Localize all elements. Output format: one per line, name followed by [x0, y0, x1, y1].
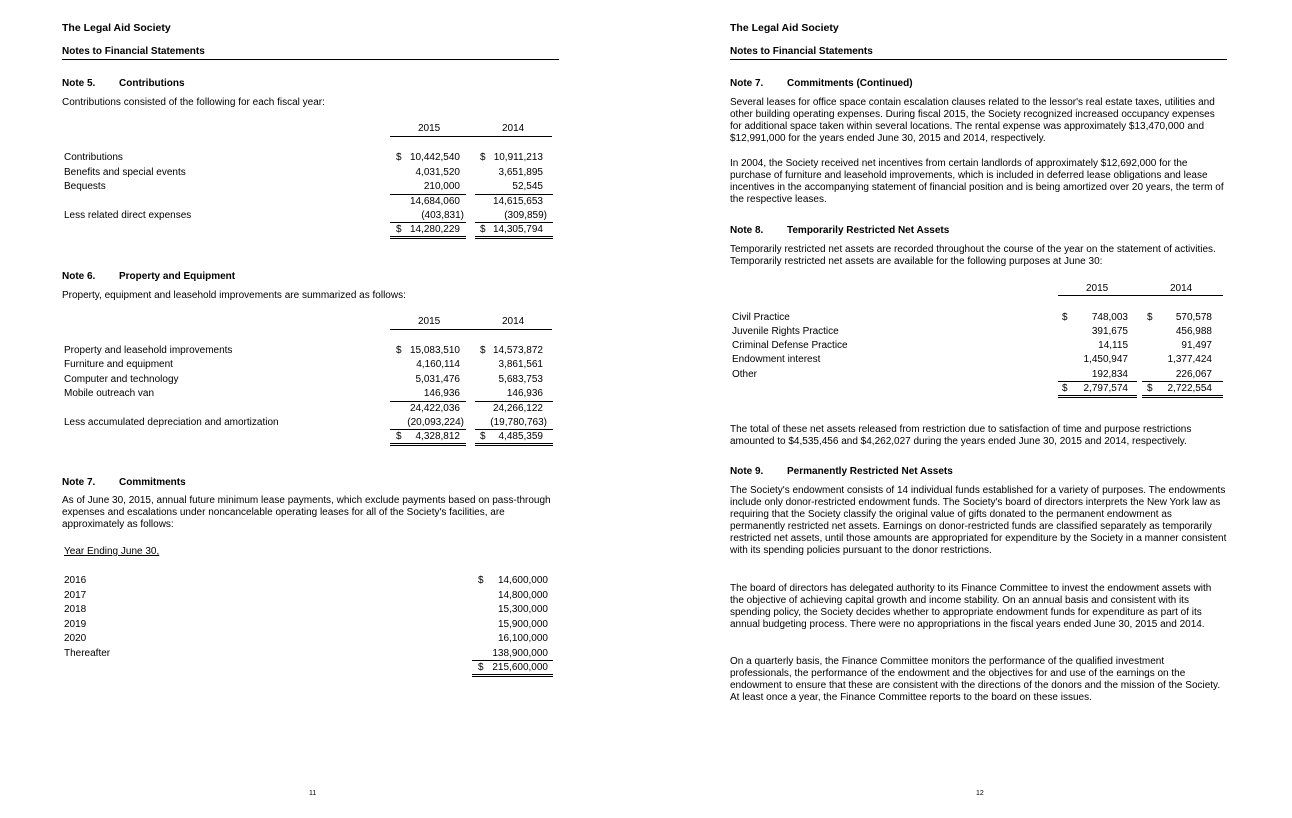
- double-rule: [1142, 395, 1223, 398]
- note8-value: 1,377,424: [1167, 354, 1212, 365]
- note8-row-label: Criminal Defense Practice: [732, 340, 848, 351]
- lease-year: 2018: [64, 604, 87, 615]
- note8-value: 14,115: [1098, 340, 1128, 351]
- page-number: 12: [976, 790, 984, 797]
- note7c-number: Note 7.: [730, 78, 764, 89]
- note8-total: 2,722,554: [1167, 383, 1212, 394]
- lease-amount: 16,100,000: [497, 633, 548, 644]
- note8-value: 192,834: [1091, 369, 1128, 380]
- note6-row-label: Computer and technology: [64, 374, 179, 385]
- note5-value: 14,684,060: [409, 196, 460, 207]
- double-rule: [390, 236, 466, 239]
- note8-col-2015: 2015: [1086, 283, 1109, 294]
- note6-value: 24,266,122: [492, 403, 543, 414]
- header-rule: [62, 59, 559, 60]
- currency-symbol: $: [396, 152, 402, 163]
- note6-total: 4,485,359: [498, 431, 543, 442]
- note6-col-2014: 2014: [502, 316, 525, 327]
- note5-value: 10,911,213: [493, 152, 543, 163]
- note5-row-label: Less related direct expenses: [64, 210, 192, 221]
- note5-title: Contributions: [119, 78, 185, 89]
- note5-row-label: Benefits and special events: [64, 167, 186, 178]
- note8-header-rule: [1058, 295, 1223, 296]
- note7c-para1: Several leases for office space contain escalation clauses related to the lessor's real estate taxes, utilities and other building operating expenses. During fiscal 2015, the Society recognized increased occupancy expenses for additional space taken within several locations. The rental expense was approximately $13,470,000 and $12,991,000 for the years ended June 30, 2015 and 2014, respectively.: [730, 97, 1215, 144]
- note6-row-label: Property and leasehold improvements: [64, 345, 233, 356]
- lease-year: 2019: [64, 619, 87, 630]
- note5-value: (403,831): [421, 210, 464, 221]
- lease-amount: 15,300,000: [497, 604, 548, 615]
- lease-total: 215,600,000: [492, 662, 548, 673]
- note8-value: 1,450,947: [1083, 354, 1128, 365]
- header-rule: [730, 59, 1227, 60]
- note8-row-label: Endowment interest: [732, 354, 821, 365]
- note6-row-label: Furniture and equipment: [64, 359, 173, 370]
- note6-value: 4,160,114: [416, 359, 460, 370]
- currency-symbol: $: [480, 431, 486, 442]
- note6-row-label: Mobile outreach van: [64, 388, 155, 399]
- note5-value: 10,442,540: [409, 152, 460, 163]
- double-rule: [472, 674, 553, 677]
- subtotal-rule: [390, 401, 466, 402]
- note8-number: Note 8.: [730, 225, 764, 236]
- currency-symbol: $: [1147, 383, 1153, 394]
- total-rule: [390, 222, 466, 223]
- note8-value: 456,988: [1175, 326, 1212, 337]
- note8-value: 391,675: [1091, 326, 1128, 337]
- note8-value: 226,067: [1175, 369, 1212, 380]
- currency-symbol: $: [396, 345, 402, 356]
- subtotal-rule: [475, 401, 553, 402]
- currency-symbol: $: [396, 224, 402, 235]
- total-rule: [475, 222, 553, 223]
- currency-symbol: $: [1062, 312, 1068, 323]
- total-rule: [475, 429, 553, 430]
- note8-outro: The total of these net assets released from restriction due to satisfaction of time and purpose restrictions amounted to $4,535,456 and $4,262,027 during the years ended June 30, 2015 and 2014, respectively.: [730, 424, 1192, 447]
- currency-symbol: $: [1147, 312, 1153, 323]
- lease-amount: 14,600,000: [497, 575, 548, 586]
- lease-amount: 15,900,000: [497, 619, 548, 630]
- currency-symbol: $: [480, 345, 486, 356]
- org-name: The Legal Aid Society: [62, 22, 171, 34]
- lease-year: 2020: [64, 633, 87, 644]
- note5-value: 52,545: [512, 181, 543, 192]
- note9-para3: On a quarterly basis, the Finance Committee monitors the performance of the qualified investment professionals, the performance of the endowment and the objectives for and use of the earnings on the endowment to ensure that these are consistent with the directions of the donors and the mission of the Society. At least once a year, the Finance Committee reports to the board on these issues.: [730, 656, 1221, 703]
- total-rule: [1058, 381, 1137, 382]
- note6-value: 14,573,872: [492, 345, 543, 356]
- note8-value: 570,578: [1175, 312, 1212, 323]
- total-rule: [390, 429, 466, 430]
- note5-value: 14,615,653: [492, 196, 543, 207]
- note5-header-rule: [390, 136, 552, 137]
- note6-intro: Property, equipment and leasehold improvements are summarized as follows:: [62, 290, 406, 301]
- note8-value: 748,003: [1091, 312, 1128, 323]
- page-subtitle: Notes to Financial Statements: [730, 46, 873, 57]
- currency-symbol: $: [478, 662, 484, 673]
- note6-row-label: Less accumulated depreciation and amortization: [64, 417, 279, 428]
- note5-value: 4,031,520: [415, 167, 460, 178]
- note8-intro: Temporarily restricted net assets are recorded throughout the course of the year on the statement of activities. Temporarily restricted net assets are available for the following purposes at June 30:: [730, 244, 1216, 267]
- note6-value: 146,936: [506, 388, 543, 399]
- note7-title: Commitments: [119, 477, 186, 488]
- note5-row-label: Contributions: [64, 152, 123, 163]
- note6-value: 5,031,476: [415, 374, 460, 385]
- note8-row-label: Civil Practice: [732, 312, 790, 323]
- lease-amount: 138,900,000: [492, 648, 548, 659]
- currency-symbol: $: [480, 224, 486, 235]
- double-rule: [1058, 395, 1137, 398]
- note8-total: 2,797,574: [1083, 383, 1128, 394]
- note7-intro: As of June 30, 2015, annual future minimum lease payments, which exclude payments based on pass-through expenses and escalations under noncancelable operating leases for all of the Society's facilities, are approximately as follows:: [62, 495, 551, 530]
- note5-col-2015: 2015: [418, 123, 441, 134]
- note5-number: Note 5.: [62, 78, 96, 89]
- subtotal-rule: [475, 194, 553, 195]
- note5-total: 14,305,794: [492, 224, 543, 235]
- note5-row-label: Bequests: [64, 181, 106, 192]
- note5-col-2014: 2014: [502, 123, 525, 134]
- note6-value: 5,683,753: [498, 374, 543, 385]
- page-number: 11: [309, 790, 317, 797]
- page-12: [646, 0, 1292, 818]
- currency-symbol: $: [480, 152, 486, 163]
- note7-number: Note 7.: [62, 477, 96, 488]
- note6-total: 4,328,812: [415, 431, 460, 442]
- note5-value: 210,000: [423, 181, 460, 192]
- note7c-title: Commitments (Continued): [787, 78, 913, 89]
- total-rule: [1142, 381, 1223, 382]
- note6-value: 146,936: [423, 388, 460, 399]
- note6-value: 24,422,036: [409, 403, 460, 414]
- note9-number: Note 9.: [730, 466, 764, 477]
- page-subtitle: Notes to Financial Statements: [62, 46, 205, 57]
- currency-symbol: $: [1062, 383, 1068, 394]
- currency-symbol: $: [396, 431, 402, 442]
- note9-para1: The Society's endowment consists of 14 individual funds established for a variety of purposes. The endowments include only donor-restricted endowment funds. The Society's board of directors interprets the New York law as requiring that the Society classify the original value of gifts donated to the permanent endowment as permanently restricted net assets. Earnings on donor-restricted funds are classified separately as temporarily restricted net assets, until those amounts are appropriated for expenditure by the Society in a manner consistent with its spending policies pursuant to the donor restrictions.: [730, 485, 1227, 556]
- org-name: The Legal Aid Society: [730, 22, 839, 34]
- note8-col-2014: 2014: [1170, 283, 1193, 294]
- double-rule: [390, 443, 466, 446]
- note7c-para2: In 2004, the Society received net incentives from certain landlords of approximately $12,692,000 for the purchase of furniture and leasehold improvements, which is included in deferred lease obligations and lease incentives in the accompanying statement of financial position and is being amortized over 20 years, the term of the respective leases.: [730, 158, 1224, 205]
- note6-header-rule: [390, 329, 552, 330]
- note6-value: 3,861,561: [498, 359, 543, 370]
- note5-intro: Contributions consisted of the following for each fiscal year:: [62, 97, 325, 108]
- note6-title: Property and Equipment: [119, 271, 236, 282]
- subtotal-rule: [390, 194, 466, 195]
- note8-row-label: Other: [732, 369, 758, 380]
- note6-col-2015: 2015: [418, 316, 441, 327]
- note5-value: 3,651,895: [498, 167, 543, 178]
- lease-year: 2017: [64, 590, 87, 601]
- note6-value: (20,093,224): [407, 417, 464, 428]
- total-rule: [472, 660, 553, 661]
- double-rule: [475, 236, 553, 239]
- double-rule: [475, 443, 553, 446]
- note8-row-label: Juvenile Rights Practice: [732, 326, 839, 337]
- year-ending-heading: Year Ending June 30,: [64, 546, 160, 557]
- note8-value: 91,497: [1181, 340, 1212, 351]
- note6-number: Note 6.: [62, 271, 96, 282]
- note6-value: 15,083,510: [409, 345, 460, 356]
- lease-amount: 14,800,000: [497, 590, 548, 601]
- lease-year: Thereafter: [64, 648, 111, 659]
- note6-value: (19,780,763): [490, 417, 547, 428]
- note8-title: Temporarily Restricted Net Assets: [787, 225, 950, 236]
- note9-para2: The board of directors has delegated authority to its Finance Committee to invest the endowment assets with the objective of achieving capital growth and income stability. On an annual basis and consistent with its spending policy, the Society decides whether to appropriate endowment funds for expenditure as part of its annual budgeting process. There were no appropriations in the fiscal years ended June 30, 2015 and 2014.: [730, 583, 1212, 630]
- note9-title: Permanently Restricted Net Assets: [787, 466, 953, 477]
- lease-year: 2016: [64, 575, 87, 586]
- note5-total: 14,280,229: [409, 224, 460, 235]
- currency-symbol: $: [478, 575, 484, 586]
- note5-value: (309,859): [504, 210, 547, 221]
